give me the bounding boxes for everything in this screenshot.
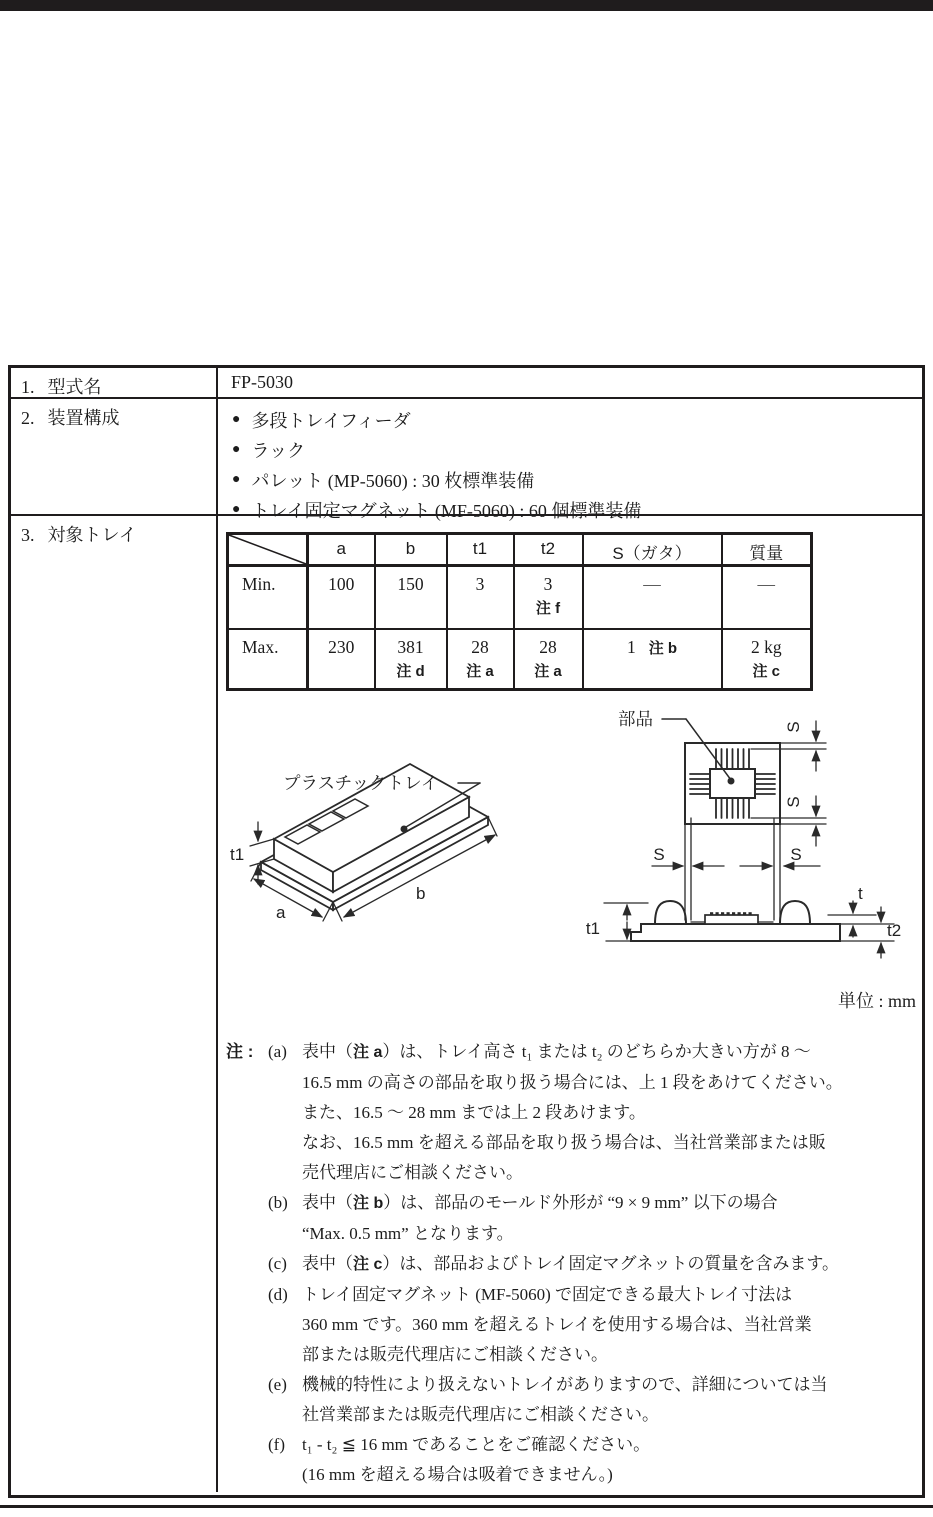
note-marker: (c): [268, 1254, 287, 1273]
dim-t1-section: [586, 903, 648, 941]
max-b: [375, 629, 447, 690]
dim-t1-label: t1: [585, 919, 600, 938]
equipment-list: [218, 399, 922, 525]
max-a: 230: [308, 629, 375, 690]
max-b-note: 注 d: [396, 662, 425, 680]
list-item: [232, 465, 922, 495]
dim-t2-label: t2: [887, 921, 902, 940]
table-row: [11, 368, 922, 397]
max-t2-note: 注 a: [534, 662, 562, 680]
list-item-text: パレット (MP-5060) : 30 枚標準装備: [251, 471, 535, 491]
table-row: [11, 514, 922, 1492]
row1-value-cell: [218, 368, 922, 397]
dim-s-label: S: [784, 796, 803, 808]
tray-dimension-table: [226, 532, 813, 691]
min-s: —: [583, 566, 722, 629]
min-mass: —: [722, 566, 812, 629]
note-marker: (f): [268, 1435, 285, 1454]
component-pocket-drawing: [618, 709, 826, 920]
table-row: [11, 397, 922, 521]
col-header-t2: t2: [514, 534, 583, 566]
row-label: 型式名: [47, 377, 102, 397]
row1-label-cell: [11, 368, 218, 397]
max-label: Max.: [228, 629, 308, 690]
col-header-mass: 質量: [722, 534, 812, 566]
notes-prefix: 注 :: [226, 1042, 254, 1061]
header-row: [228, 534, 812, 566]
max-t2-value: 28: [539, 636, 557, 657]
row3-content-cell: [218, 516, 922, 1492]
dim-s-label: S: [653, 845, 665, 864]
note-item-b: [218, 1188, 920, 1249]
row-number: 3.: [21, 525, 35, 545]
unit-label: 単位 : mm: [837, 991, 916, 1011]
max-s: [583, 629, 722, 690]
dim-s-gap-left: [652, 845, 724, 866]
dim-t: [828, 884, 876, 937]
min-row: [228, 566, 812, 629]
list-item: [232, 405, 922, 435]
note-marker: (d): [268, 1285, 288, 1304]
dim-a-label: a: [276, 903, 286, 922]
row-number: 1.: [21, 377, 35, 397]
bullet-icon: ●: [232, 412, 241, 427]
bullet-icon: ●: [232, 442, 241, 457]
min-t2-note: 注 f: [535, 600, 561, 617]
max-t1: [447, 629, 514, 690]
max-t2: [514, 629, 583, 690]
list-item: [232, 435, 922, 465]
list-item-text: ラック: [251, 441, 306, 461]
page-top-bar: [0, 0, 933, 11]
min-a: 100: [308, 566, 375, 629]
max-t1-value: 28: [471, 636, 489, 657]
page-footer-rule: [0, 1505, 933, 1508]
note-text: トレイ固定マグネット (MF-5060) で固定できる最大トレイ寸法は 360 mm です。360 mm を超えるトレイを使用する場合は、当社営業 部または販売代理店にご相談ください。: [302, 1285, 812, 1364]
max-mass-value: 2 kg: [750, 636, 782, 657]
row2-label-cell: [11, 399, 218, 514]
dim-s-label: S: [784, 721, 803, 733]
note-item-c: [218, 1249, 920, 1280]
min-t1: 3: [447, 566, 514, 629]
dim-s-bottom-right: [751, 796, 826, 846]
dim-t-label: t: [858, 884, 863, 903]
diagonal-line: [229, 535, 306, 564]
note-marker: (e): [268, 1375, 287, 1394]
note-text: 機械的特性により扱えないトレイがありますので、詳細については当 社営業部または販売代理店にご相談ください。: [302, 1375, 828, 1424]
model-name: FP-5030: [231, 372, 294, 392]
tray-cross-section: [586, 884, 901, 958]
list-item-text: トレイ固定マグネット (MF-5060) : 60 個標準装備: [251, 501, 642, 521]
note-item-e: [218, 1370, 920, 1430]
max-s-note: 注 b: [648, 639, 678, 657]
max-mass-note: 注 c: [752, 662, 780, 680]
note-text: t₁ - t₂ ≦ 16 mm であることをご確認ください。 (16 mm を超える場合は吸着できません。): [302, 1435, 651, 1484]
max-b-value: 381: [397, 636, 424, 657]
note-item-a: [218, 1037, 920, 1188]
note-text: 表中（注 c）は、部品およびトレイ固定マグネットの質量を含みます。: [302, 1254, 839, 1273]
dim-b-label: b: [416, 884, 426, 903]
min-b: 150: [375, 566, 447, 629]
row2-value-cell: [218, 399, 922, 521]
spec-sheet-table: [8, 365, 925, 1498]
bullet-icon: ●: [232, 472, 241, 487]
note-marker: (a): [268, 1042, 287, 1061]
tray-technical-drawing: [228, 694, 928, 1014]
list-item-text: 多段トレイフィーダ: [251, 411, 411, 431]
note-item-f: [218, 1430, 920, 1490]
plastic-tray-drawing: [230, 764, 497, 922]
bullet-icon: ●: [232, 502, 241, 517]
max-mass: [722, 629, 812, 690]
max-row: [228, 629, 812, 690]
note-text: 表中（注 a）は、トレイ高さ t₁ または t₂ のどちらか大きい方が 8 〜 16.5 mm の高さの部品を取り扱う場合には、上 1 段をあけてください。 また、16.5 〜 28 mm までは上 2 段あけます。 なお、16.5 mm を超える部品を取り扱う場合は、当社営業部または販 売代理店にご相談ください。: [302, 1042, 843, 1182]
footnotes: [218, 1037, 920, 1490]
diagonal-header-cell: [228, 534, 308, 566]
row-number: 2.: [21, 408, 35, 428]
min-t2-value: 3: [543, 574, 553, 594]
pocket-extension-lines: [685, 818, 780, 920]
part-label: 部品: [618, 709, 653, 729]
note-text: 表中（注 b）は、部品のモールド外形が “9 × 9 mm” 以下の場合 “Max. 0.5 mm” となります。: [302, 1193, 778, 1243]
tray-label: プラスチックトレイ: [283, 773, 439, 793]
dim-t1-tray: [230, 822, 274, 884]
row-label: 装置構成: [47, 408, 120, 428]
min-label: Min.: [228, 566, 308, 629]
row-label: 対象トレイ: [47, 525, 137, 545]
dim-t1-label: t1: [230, 845, 245, 864]
dim-s-label: S: [790, 845, 802, 864]
min-t2: [514, 566, 583, 629]
note-item-d: [218, 1280, 920, 1370]
note-marker: (b): [268, 1193, 288, 1212]
col-header-t1: t1: [447, 534, 514, 566]
col-header-a: a: [308, 534, 375, 566]
dim-s-top-right: [751, 721, 826, 771]
max-t1-note: 注 a: [466, 662, 494, 680]
col-header-s: S（ガタ）: [583, 534, 722, 566]
col-header-b: b: [375, 534, 447, 566]
row3-label-cell: [11, 516, 218, 1492]
max-s-value: 1: [626, 636, 636, 657]
